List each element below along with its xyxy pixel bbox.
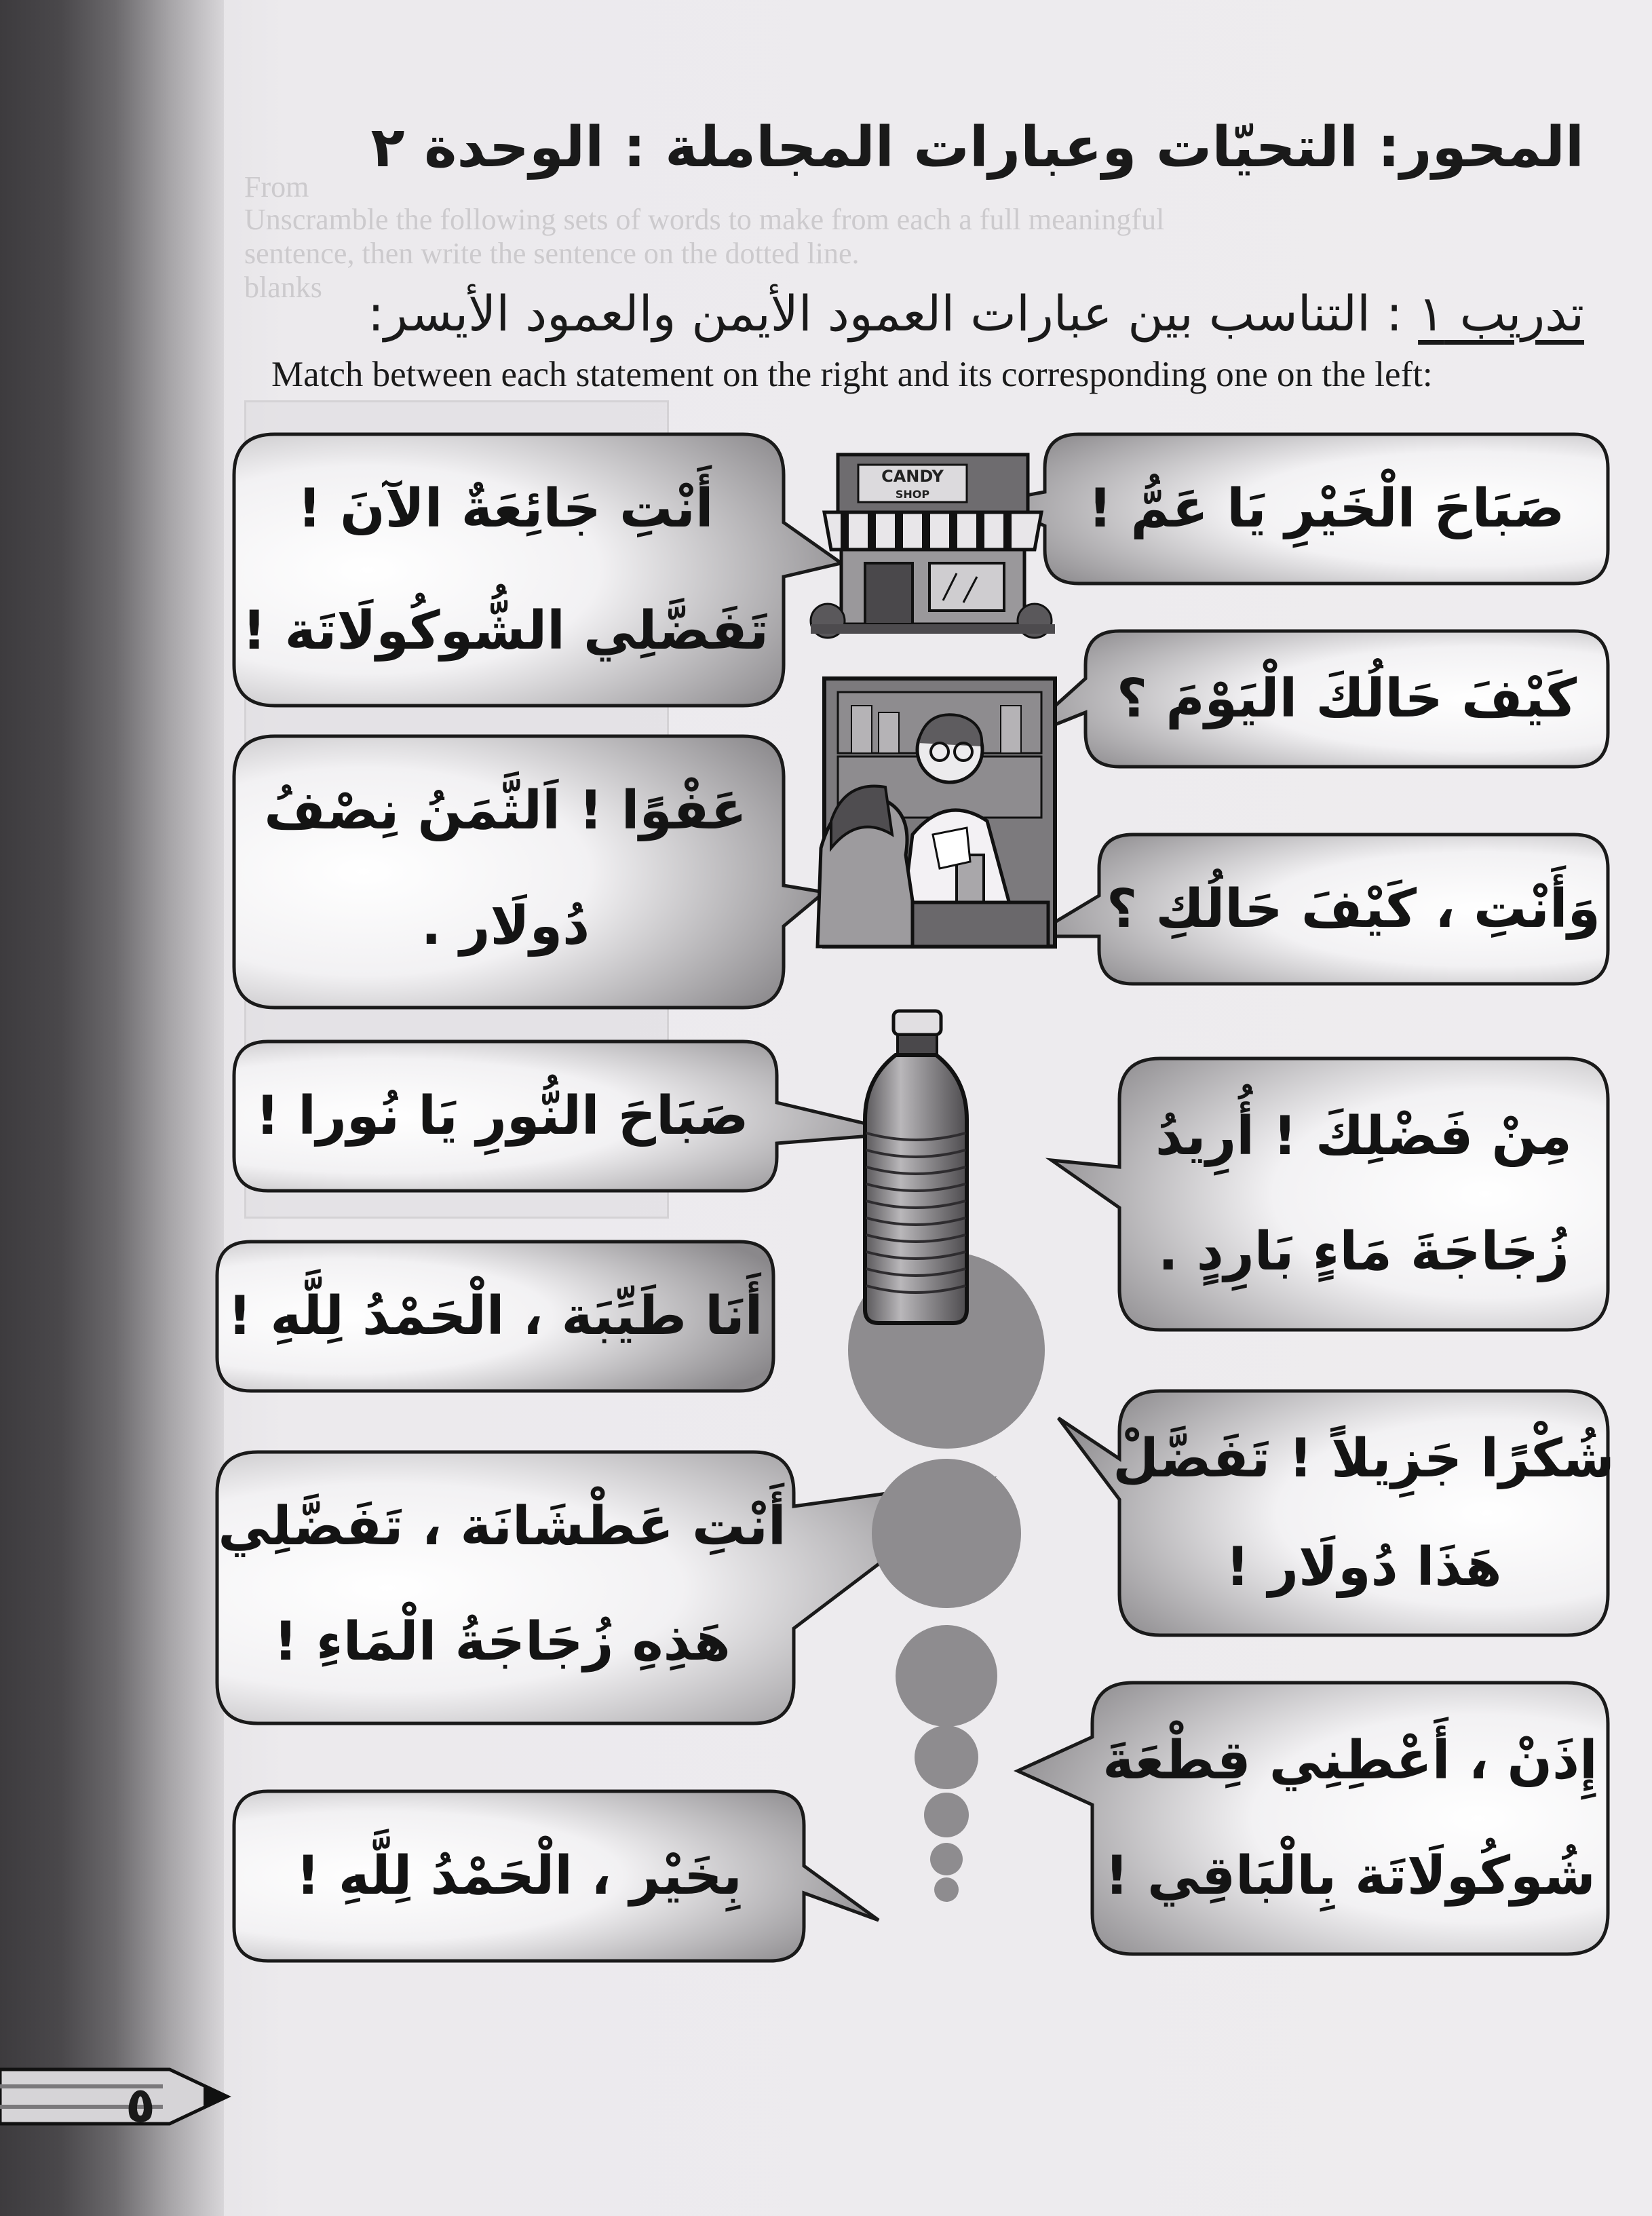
show-through-line-4: blanks	[244, 271, 322, 304]
book-spine-shadow	[0, 0, 224, 2216]
left-bubble-2-text: عَفْوًا ! اَلثَّمَنُ نِصْفُ دُولَار .	[264, 780, 747, 957]
show-through-line-2: sentence, then write the sentence on the dotted line.	[244, 237, 860, 270]
right-bubble-6-text: إِذَنْ ، أَعْطِنِي قِطْعَةَ شُوكُولَاتَة بِالْبَاقِي !	[1102, 1730, 1598, 1907]
page-number: ٥	[126, 2076, 155, 2133]
exercise-heading	[227, 285, 1584, 342]
water-bottle-illustration	[851, 1011, 980, 1323]
left-bubble-5-text: أَنْتِ عَطْشَانَة ، تَفَضَّلِي هَذِهِ زُجَاجَةُ الْمَاءِ !	[218, 1496, 786, 1673]
shop-sign-shop: SHOP	[895, 488, 930, 501]
page-title: المحور: التحيّات وعبارات المجاملة : الوحدة ٢	[370, 115, 1584, 180]
candy-shop-illustration	[811, 441, 1055, 645]
left-bubble-6-text: بِخَيْر ، الْحَمْدُ لِلَّهِ !	[296, 1846, 742, 1907]
left-bubble-1-text: أَنْتِ جَائِعَةٌ الآنَ ! تَفَضَّلِي الشُّوكُولَاتَة !	[242, 478, 769, 662]
show-through-line-3: From	[244, 170, 309, 204]
exercise-instruction: Match between each statement on the right and its corresponding one on the left:	[271, 355, 1433, 394]
shop-sign-candy: CANDY	[881, 467, 944, 486]
show-through-line-1: Unscramble the following sets of words to make from each a full meaningful	[244, 203, 1165, 236]
left-bubble-4-text: أَنَا طَيِّبَة ، الْحَمْدُ لِلَّهِ !	[227, 1286, 763, 1347]
shopkeeper-illustration	[811, 679, 1062, 947]
exercise-title: : التناسب بين عبارات العمود الأيمن والعمود الأيسر:	[367, 285, 1419, 342]
pencil-page-marker	[0, 2056, 231, 2137]
right-bubble-1-text: صَبَاحَ الْخَيْرِ يَا عَمُّ !	[1088, 478, 1565, 539]
right-bubble-3-text: وَأَنْتِ ، كَيْفَ حَالُكِ ؟	[1106, 879, 1601, 940]
decorative-circles	[834, 1255, 1058, 1900]
exercise-label: تدريب ١	[1418, 285, 1584, 342]
left-bubble-3-text: صَبَاحَ النُّورِ يَا نُورا !	[255, 1086, 749, 1147]
right-bubble-4-text: مِنْ فَضْلِكَ ! أُرِيدُ زُجَاجَةَ مَاءٍ بَارِدٍ .	[1155, 1106, 1572, 1282]
right-bubble-5-text: شُكْرًا جَزِيلاً ! تَفَضَّلْ هَذَا دُولَار !	[1113, 1428, 1615, 1598]
right-bubble-2-text: كَيْفَ حَالُكَ الْيَوْمَ ؟	[1116, 668, 1577, 729]
